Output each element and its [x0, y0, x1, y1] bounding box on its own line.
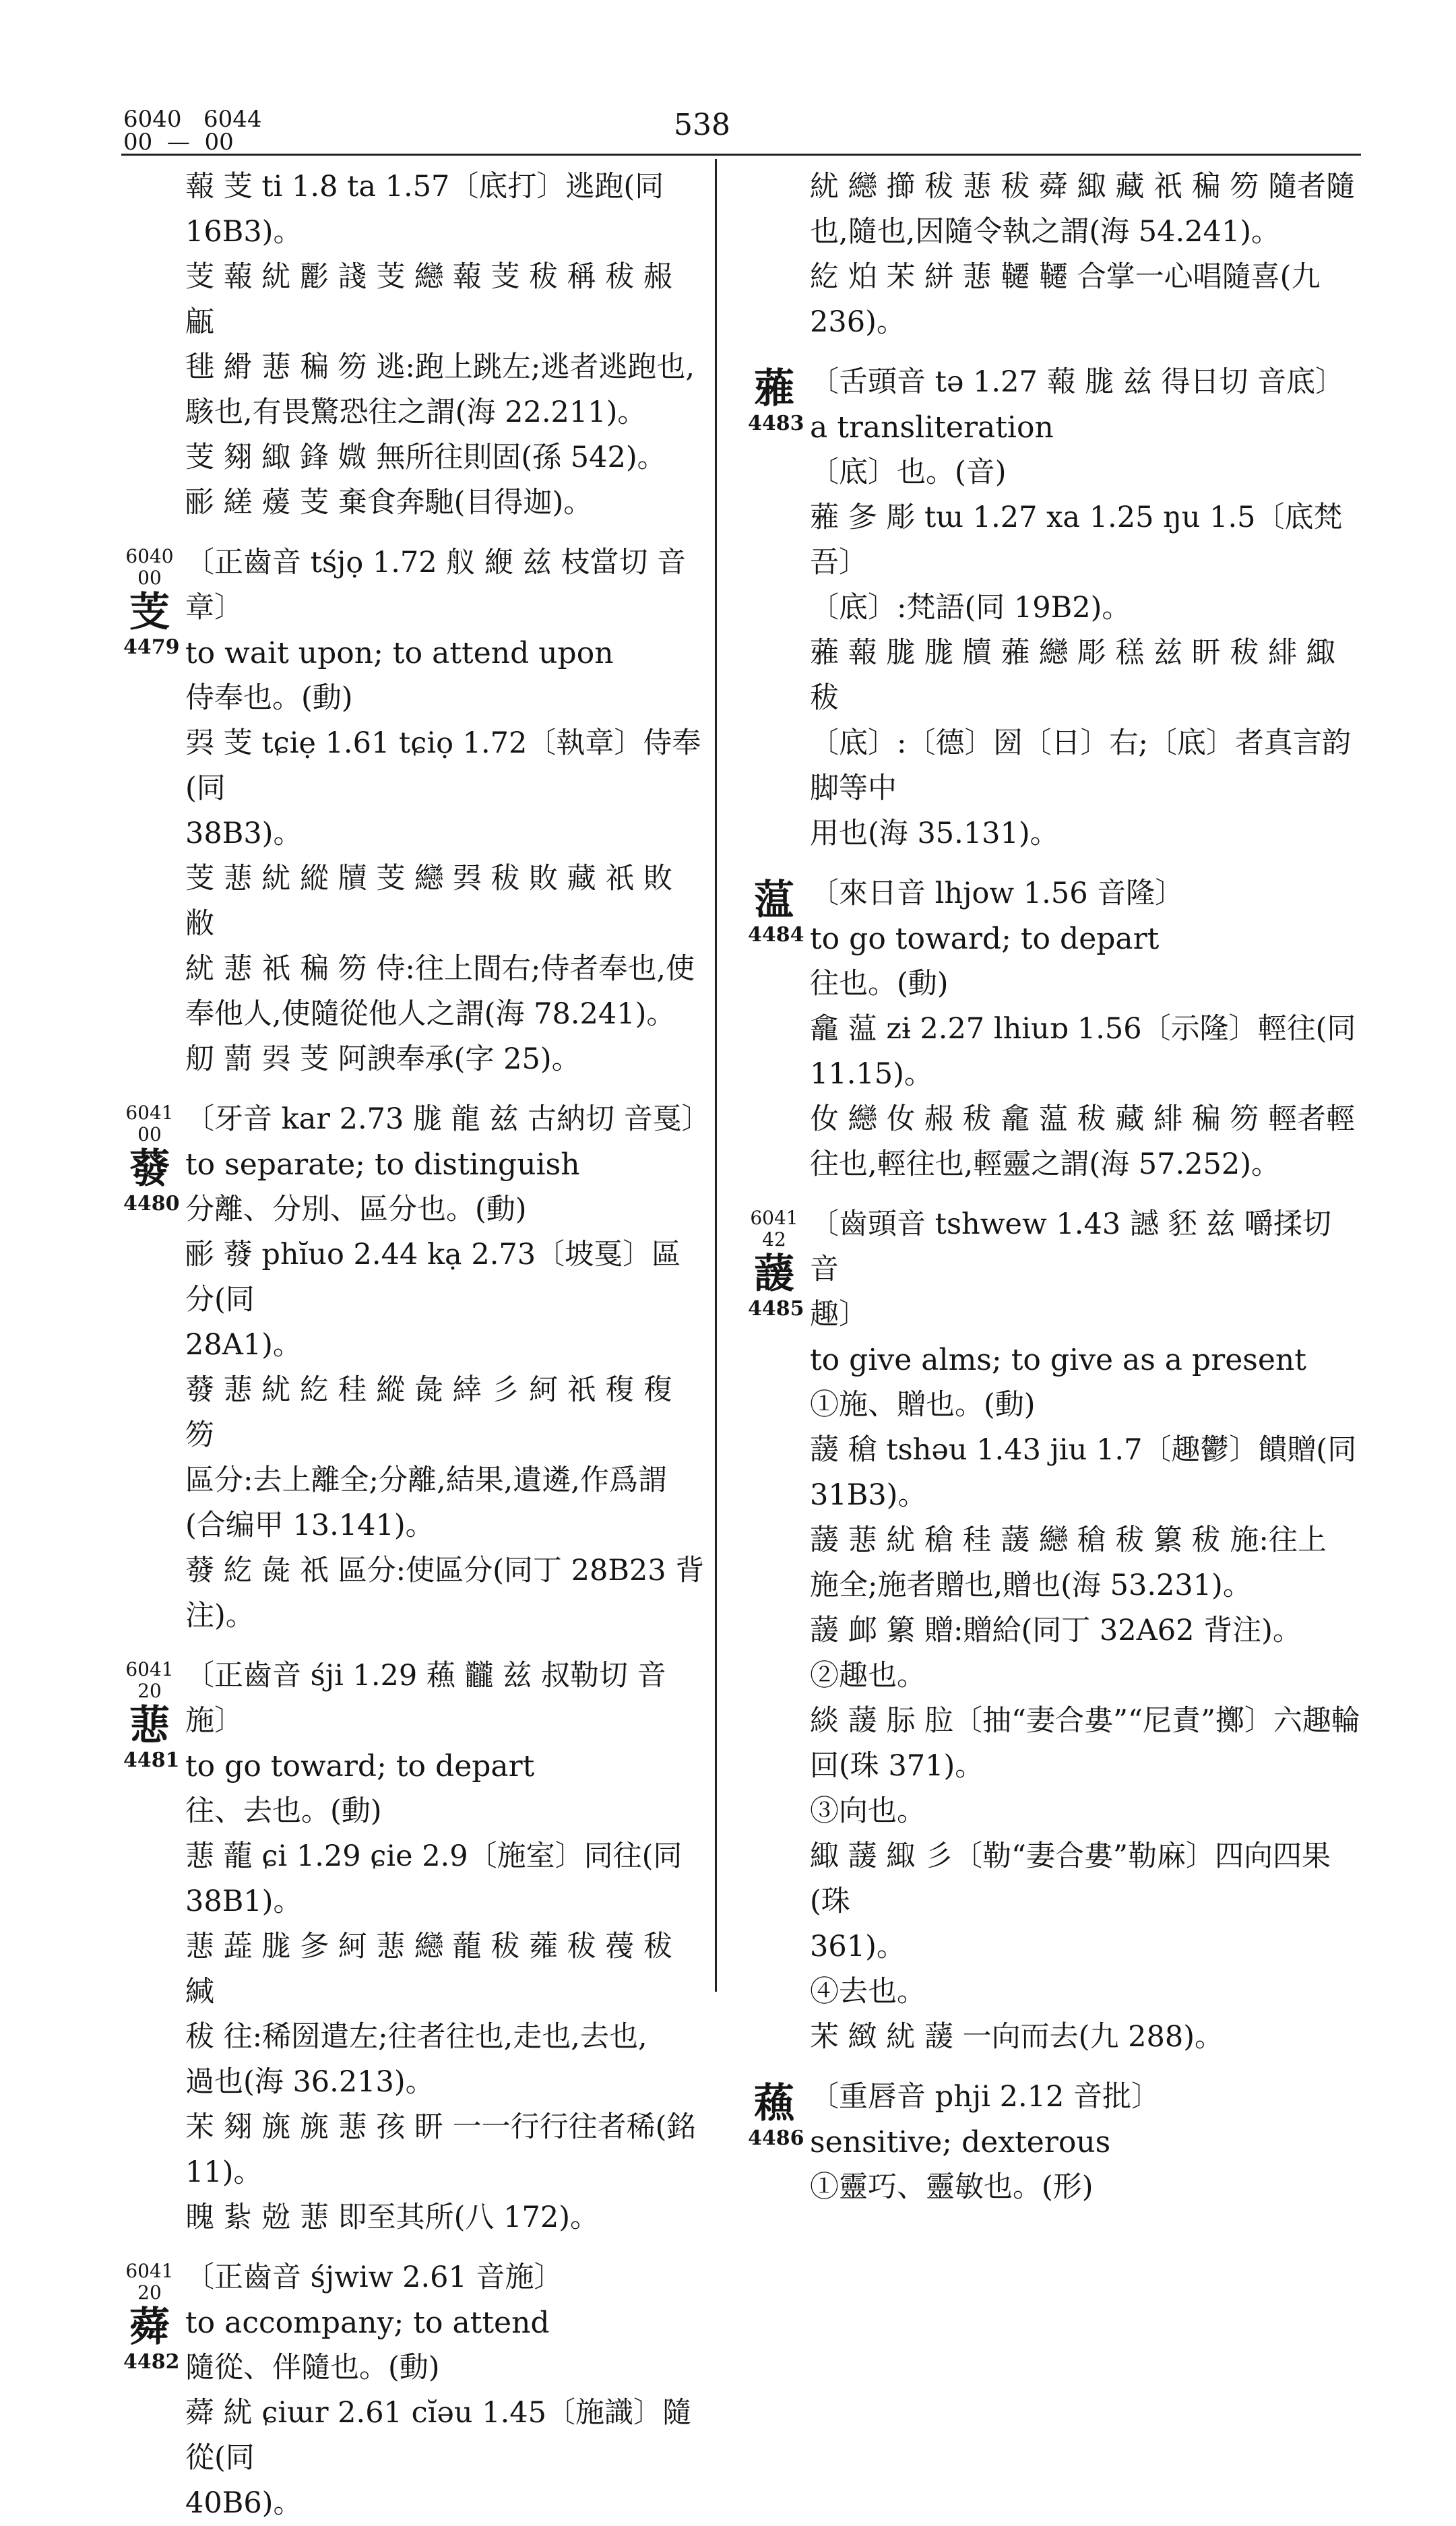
entry-margin	[748, 2080, 804, 2150]
header-codes-bottom: 00 — 00	[123, 129, 234, 156]
entry-number: 4479	[123, 635, 180, 659]
dictionary-entry	[748, 360, 1368, 856]
entry-line: 40B6)。	[185, 2486, 303, 2520]
entry-line: 緅 蘐 緅 彡〔勒“妻合婁”勒麻〕四向四果(珠	[810, 1839, 1331, 1918]
entry-line: ④去也。	[810, 1975, 926, 2009]
entry-line: 紌 纞 擳 秡 蕜 秡 蕣 緅 藏 祇 稨 笏 隨者隨	[810, 170, 1356, 203]
entry-headword: 蘓	[754, 2080, 794, 2127]
entry-line: 㚢 纞 㚢 赧 秡 龕 蕰 秡 藏 緋 稨 笏 輕者輕	[810, 1102, 1356, 1136]
entry-line: (合编甲 13.141)。	[185, 1509, 435, 1542]
entry-line: 駭也,有畏驚恐往之謂(海 22.211)。	[185, 396, 647, 429]
entry-code: 42	[762, 1228, 786, 1251]
entry-number: 4480	[123, 1192, 180, 1215]
entry-line: ③向也。	[810, 1794, 926, 1828]
entry-line: 蕜 蘢 ɕi 1.29 ɕie 2.9〔施室〕同往(同 38B1)。	[185, 1839, 683, 1918]
dictionary-entry	[748, 164, 1368, 345]
entry-code: 00	[137, 1123, 162, 1145]
entry-line: 〔正齒音 śjwiw 2.61 音施〕	[185, 2261, 563, 2294]
entry-headword: 蕟	[129, 1145, 170, 1193]
entry-line: 芰 蕔 紌 彲 諓 芰 纞 蕔 芰 秡 稱 秡 赧 甂	[185, 260, 673, 339]
entry-number: 4484	[748, 923, 804, 947]
entry-line: 㭉 緻 紌 蘐 一向而去(九 288)。	[810, 2020, 1224, 2054]
entry-margin	[123, 2260, 180, 2374]
entry-number: 4481	[123, 1748, 180, 1772]
dictionary-entry	[748, 871, 1368, 1187]
entry-code: 6040	[125, 545, 174, 567]
entry-line: 11.15)。	[810, 1057, 933, 1091]
entry-headword: 芰	[129, 589, 170, 636]
dictionary-entry	[123, 1653, 706, 2240]
entry-line: 38B3)。	[185, 817, 303, 850]
entry-line: ①施、贈也。(動)	[810, 1388, 1036, 1422]
entry-margin	[748, 365, 804, 435]
entry-line: 過也(海 36.213)。	[185, 2065, 435, 2099]
entry-line: 往也。(動)	[810, 967, 949, 1001]
header-codes-top: 6040 6044	[123, 106, 262, 133]
entry-line: 緂 蘐 䏡 䏠〔抽“妻合婁”“尼責”擲〕六趣輪	[810, 1704, 1360, 1738]
entry-line: 毴 縎 蕜 稨 笏 逃:跑上跳左;逃者逃跑也,	[185, 350, 695, 384]
entry-line: 紇 𤇢 㭉 絣 蕜 韆 韆 合掌一心唱隨喜(九	[810, 260, 1321, 294]
entry-line: 〔正齒音 śji 1.29 蘓 龖 兹 叔勒切 音施〕	[185, 1659, 666, 1738]
entry-line: ②趣也。	[810, 1659, 926, 1693]
dictionary-entry	[123, 164, 706, 526]
entry-margin	[123, 1658, 180, 1772]
entry-gloss-english: to separate; to distinguish	[185, 1147, 580, 1182]
page-number: 538	[674, 108, 730, 142]
entry-line: 用也(海 35.131)。	[810, 817, 1059, 850]
dictionary-entry	[748, 2075, 1368, 2210]
entry-line: 彨 縒 蕿 芰 棄食奔馳(目得迦)。	[185, 486, 593, 519]
entry-gloss-english: to give alms; to give as a present	[810, 1343, 1306, 1377]
entry-line: 秡 往:稀圀遣左;往者往也,走也,去也,	[185, 2020, 647, 2054]
entry-line: 蕔 芰 ti 1.8 ta 1.57〔底打〕逃跑(同 16B3)。	[185, 170, 664, 249]
entry-gloss-english: to wait upon; to attend upon	[185, 636, 614, 670]
dictionary-entry	[123, 1097, 711, 1639]
column-divider	[715, 159, 717, 1992]
entry-margin	[123, 1102, 180, 1215]
right-column	[748, 164, 1368, 2210]
entry-line: 〔重唇音 phji 2.12 音批〕	[810, 2080, 1161, 2114]
entry-line: 〔底〕也。(音)	[810, 455, 1007, 489]
entry-headword: 蕜	[129, 1702, 170, 1749]
entry-number: 4485	[748, 1297, 804, 1321]
entry-gloss-english: sensitive; dexterous	[810, 2125, 1111, 2159]
entry-line: 奉他人,使隨從他人之謂(海 78.241)。	[185, 997, 676, 1031]
dictionary-entry	[748, 1202, 1368, 2060]
entry-line: 〔正齒音 tśjọ 1.72 舣 緶 兹 枝當切 音章〕	[185, 546, 686, 625]
entry-line: 11)。	[185, 2155, 263, 2189]
entry-headword: 蕥	[754, 365, 794, 412]
entry-line: 31B3)。	[810, 1478, 927, 1512]
left-column	[123, 164, 711, 2526]
entry-margin	[748, 1207, 804, 1321]
entry-line: 蕟 蕜 紌 紇 䅅 縱 彘 緈 彡 䋍 祇 稪 稪 笏	[185, 1373, 673, 1452]
entry-line: 芰 翗 緅 鋒 媺 無所往則固(孫 542)。	[185, 441, 666, 474]
entry-gloss-english: to go toward; to depart	[185, 1749, 535, 1783]
entry-headword: 蕣	[129, 2304, 170, 2351]
entry-line: 紌 蕜 祇 稨 笏 侍:往上間右;侍者奉也,使	[185, 952, 695, 986]
entry-number: 4483	[748, 412, 804, 435]
header-rule	[121, 154, 1361, 156]
entry-margin	[748, 877, 804, 947]
entry-line: 䁛 紥 兝 蕜 即至其所(八 172)。	[185, 2201, 599, 2234]
entry-number: 4482	[123, 2350, 180, 2374]
entry-line: 㢲 芰 tɕiẹ 1.61 tɕiọ 1.72〔執章〕侍奉(同	[185, 726, 701, 805]
entry-line: 㭉 翗 旐 旐 蕜 孩 䀘 一一行行往者稀(銘	[185, 2110, 696, 2144]
entry-line: 〔齒頭音 tshwew 1.43 䜗 豾 兹 嚼揉切 音	[810, 1207, 1331, 1286]
entry-line: 隨從、伴隨也。(動)	[185, 2351, 440, 2385]
entry-line: 蘐 䘏 䉂 贈:贈給(同丁 32A62 背注)。	[810, 1614, 1302, 1647]
entry-line: 〔底〕:梵語(同 19B2)。	[810, 591, 1131, 625]
dictionary-entry	[123, 2255, 706, 2526]
entry-code: 6041	[125, 1658, 174, 1680]
entry-line: 侍奉也。(動)	[185, 681, 353, 715]
entry-code: 00	[137, 567, 162, 589]
entry-line: 趣〕	[810, 1298, 868, 1331]
entry-code: 6041	[125, 2260, 174, 2282]
entry-line: 舠 藅 㢲 芰 阿諛奉承(字 25)。	[185, 1042, 581, 1076]
entry-line: 龕 蕰 zɨ 2.27 lhiuɒ 1.56〔示隆〕輕往(同	[810, 1012, 1356, 1046]
entry-line: 回(珠 371)。	[810, 1749, 984, 1783]
entry-line: 蘐 蕜 紌 䅮 䅅 蘐 纞 䅮 秡 䉂 秡 施:往上	[810, 1523, 1327, 1557]
entry-line: 〔來日音 lhjow 1.56 音隆〕	[810, 877, 1184, 910]
entry-line: 也,隨也,因隨令執之謂(海 54.241)。	[810, 215, 1281, 249]
entry-gloss-english: to accompany; to attend	[185, 2306, 550, 2340]
entry-number: 4486	[748, 2126, 804, 2150]
dictionary-entry	[123, 540, 706, 1082]
header-codes	[123, 108, 261, 154]
entry-line: 蕜 蕋 䏵 㣊 䋍 蕜 纞 蘢 秡 蕹 秡 薎 秡 緘	[185, 1930, 673, 2009]
entry-line: 分離、分別、區分也。(動)	[185, 1193, 527, 1226]
entry-gloss-english: to go toward; to depart	[810, 922, 1160, 956]
entry-line: 彨 蕟 phĭuo 2.44 kạ 2.73〔坡戛〕區分(同	[185, 1238, 681, 1317]
entry-line: 往也,輕往也,輕靈之謂(海 57.252)。	[810, 1147, 1281, 1181]
entry-line: 361)。	[810, 1930, 906, 1963]
entry-line: 蕥 㣊 彫 tɯ 1.27 xa 1.25 ŋu 1.5〔底梵吾〕	[810, 501, 1343, 579]
entry-line: 〔底〕:〔德〕圀〔日〕右;〔底〕者真言韵脚等中	[810, 726, 1351, 805]
entry-headword: 蕰	[754, 877, 794, 924]
entry-code: 6041	[750, 1207, 798, 1229]
entry-line: 蘐 䅮 tshəu 1.43 jiu 1.7〔趣鬱〕饋贈(同	[810, 1433, 1357, 1467]
entry-code: 20	[137, 2281, 162, 2304]
entry-line: 區分:去上離全;分離,結果,遺遴,作爲謂	[185, 1463, 667, 1497]
entry-line: 〔舌頭音 tə 1.27 蕔 䏵 兹 得日切 音底〕	[810, 365, 1345, 399]
entry-line: 236)。	[810, 305, 906, 339]
entry-line: 蕣 紌 ɕiɯr 2.61 cĭəu 1.45〔施識〕隨從(同	[185, 2396, 691, 2475]
entry-code: 6041	[125, 1102, 174, 1124]
entry-line: 28A1)。	[185, 1328, 302, 1362]
entry-line: 蕥 蕔 䏵 䏵 牘 蕥 纞 彫 䅵 兹 䀘 秡 緋 緅 秡	[810, 636, 1335, 715]
entry-line: ①靈巧、靈敏也。(形)	[810, 2170, 1094, 2204]
entry-line: 蕟 紇 彘 祇 區分:使區分(同丁 28B23 背注)。	[185, 1554, 705, 1633]
entry-gloss-english: a transliteration	[810, 410, 1054, 445]
entry-line: 施全;施者贈也,贈也(海 53.231)。	[810, 1569, 1252, 1602]
entry-headword: 蘐	[754, 1251, 794, 1298]
entry-code: 20	[137, 1680, 162, 1702]
entry-line: 芰 蕜 紌 縱 牘 芰 纞 㢲 秡 敗 藏 祇 敗 敝	[185, 862, 673, 941]
entry-line: 往、去也。(動)	[185, 1794, 382, 1828]
entry-margin	[123, 545, 180, 659]
entry-line: 〔牙音 kar 2.73 䏵 龍 兹 古納切 音戛〕	[185, 1102, 711, 1136]
